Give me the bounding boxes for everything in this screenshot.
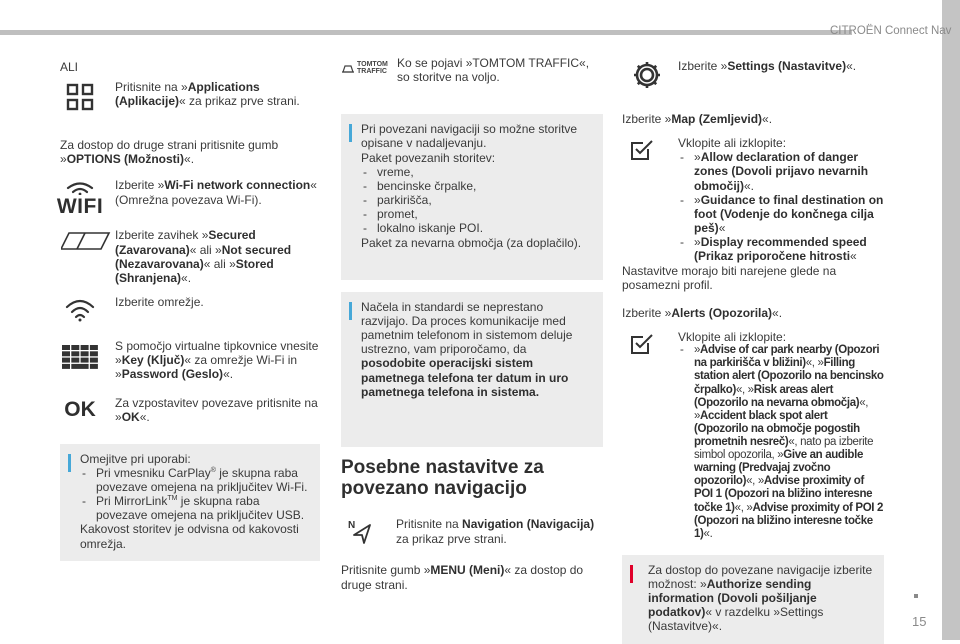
tab-selector-icon: [60, 228, 112, 254]
header-rule: [0, 30, 852, 35]
ok-text: Za vzpostavitev povezave pritisnite na »OK«.: [115, 395, 318, 424]
ok-step: [60, 396, 320, 426]
checkbox-icon: [622, 330, 662, 358]
options-text: Za dostop do druge strani pritisnite gumb »OPTIONS (Možnosti)«.: [60, 138, 279, 167]
warning-marker-icon: [630, 565, 633, 583]
svg-text:N: N: [348, 520, 356, 532]
list-item: - »Display recommended speed (Prikaz priporočene hitrosti«: [678, 235, 884, 263]
settings-step: [622, 56, 884, 94]
list-item: - »Allow declaration of danger zones (Dovoli prijavo nevarnih območij)«.: [678, 150, 884, 192]
left-column: [56, 60, 320, 561]
network-step: [60, 295, 320, 325]
usage-limits-title: Omejitve pri uporabi:: [80, 451, 191, 466]
carplay-item: - Pri vmesniku CarPlay® je skupna raba povezave omejena na priključitev Wi-Fi.: [80, 466, 310, 494]
list-item: - promet,: [361, 207, 593, 221]
wifi-text: Izberite »Wi-Fi network connection« (Omrežna povezava Wi-Fi).: [115, 178, 317, 207]
profile-text: Nastavitve morajo biti narejene glede na posamezni profil.: [622, 263, 837, 292]
services-note: [341, 114, 603, 279]
network-text: Izberite omrežje.: [115, 295, 204, 310]
apps-step: [60, 80, 320, 114]
ali-label: ALI: [60, 60, 79, 74]
principles-note: [341, 292, 603, 447]
navigation-step: [341, 517, 603, 547]
settings-text: Izberite »Settings (Nastavitve)«.: [678, 59, 857, 73]
alerts-text: Izberite »Alerts (Opozorila)«.: [622, 305, 783, 320]
list-item: - »Guidance to final destination on foot (Vodenje do končnega cilja peš)«: [678, 193, 884, 235]
services-paket-title: Paket povezanih storitev:: [361, 150, 496, 165]
services-footer: Paket za nevarna območja (za doplačilo).: [361, 235, 582, 250]
toggle-title: Vklopite ali izklopite:: [678, 136, 787, 151]
page-number: 15: [912, 614, 927, 629]
usage-limits-note: [60, 444, 320, 561]
services-list: [361, 165, 593, 236]
tomtom-text: Ko se pojavi »TOMTOM TRAFFIC«, so storitve na voljo.: [397, 56, 590, 85]
authorize-text: Za dostop do povezane navigacije izberite možnost: »Authorize sending information (Dovoli pošiljanje podatkov)« v razdelku »Settings (Nastavitve)«.: [648, 562, 873, 634]
list-item: - vreme,: [361, 165, 593, 179]
toggle-title: Vklopite ali izklopite:: [678, 330, 787, 345]
map-toggles: [622, 136, 884, 263]
page-edge-tab: [942, 0, 960, 640]
right-column: [622, 56, 884, 644]
keyboard-icon: [60, 339, 100, 375]
info-marker-icon: [349, 124, 352, 142]
services-intro: Pri povezani navigaciji so možne storitve opisane v nadaljevanju.: [361, 122, 578, 151]
applications-grid-icon: [60, 80, 100, 114]
authorize-warning-note: [622, 555, 884, 644]
wifi-step: [56, 178, 320, 222]
alerts-list-item: - »Advise of car park nearby (Opozori na parkirišča v bližini)«, »Filling station alert (Opozorilo na bencinsko črpalko)«, »Risk areas alert (Opozorilo na nevarna območja)«, »Accident black spot alert (Opozorilo na območje pogostih prometnih nesreč)«, nato pa izberite simbol opozorila, »Give an audible warning (Predvajaj zvočno opozorilo)«, »Advise proximity of POI 1 (Opozori na bližino interesne točke 1)«, »Advise proximity of POI 2 (Opozori na bližino interesne točke 1)«.: [678, 344, 884, 541]
menu-text: Pritisnite gumb »MENU (Meni)« za dostop do druge strani.: [341, 563, 584, 592]
running-header: CITROËN Connect Nav: [830, 25, 952, 37]
checkbox-icon: [622, 136, 662, 164]
wifi-icon: [56, 178, 104, 222]
wifi-signal-icon: [60, 295, 100, 325]
gear-icon: [622, 56, 672, 94]
principles-text: Načela in standardi se neprestano razvijajo. Da proces komunikacije med pametnim telefonom in sistemom deluje ustrezno, vam priporočamo, da posodobite operacijski sistem pametnega telefona ter datum in uro pametnega telefona in sistema.: [361, 299, 573, 399]
tomtom-traffic-icon: TOMTOM TRAFFIC: [341, 56, 389, 82]
tomtom-step: [341, 56, 603, 84]
navigation-arrow-icon: [341, 517, 381, 547]
wifi-icon-label: WIFI: [56, 195, 104, 219]
tab-step: [60, 228, 320, 285]
list-item: - lokalno iskanje POI.: [361, 221, 593, 235]
quality-text: Kakovost storitev je odvisna od kakovosti omrežja.: [80, 522, 299, 551]
ok-icon-label: OK: [64, 398, 96, 422]
info-marker-icon: [349, 302, 352, 320]
mirrorlink-item: - Pri MirrorLink™ je skupna raba povezave omejena na priključitev USB.: [80, 494, 310, 522]
section-title: Posebne nastavitve za povezano navigacijo: [341, 456, 544, 500]
navigation-text: Pritisnite na Navigation (Navigacija) za prikaz prve strani.: [396, 517, 595, 546]
tab-text: Izberite zavihek »Secured (Zavarovana)« ali »Not secured (Nezavarovana)« ali »Stored (Shranjena)«.: [115, 228, 292, 285]
keyboard-step: [60, 339, 320, 381]
page-marker: [914, 594, 918, 598]
info-marker-icon: [68, 454, 71, 472]
keyboard-text: S pomočjo virtualne tipkovnice vnesite »Key (Ključ)« za omrežje Wi-Fi in »Password (Geslo)«.: [115, 339, 319, 382]
apps-text: Pritisnite na »Applications (Aplikacije)« za prikaz prve strani.: [115, 80, 300, 109]
ok-button-icon: [60, 396, 100, 426]
middle-column: [341, 56, 603, 592]
alerts-toggles: [622, 330, 884, 541]
map-text: Izberite »Map (Zemljevid)«.: [622, 112, 773, 126]
list-item: - parkirišča,: [361, 193, 593, 207]
list-item: - bencinske črpalke,: [361, 179, 593, 193]
